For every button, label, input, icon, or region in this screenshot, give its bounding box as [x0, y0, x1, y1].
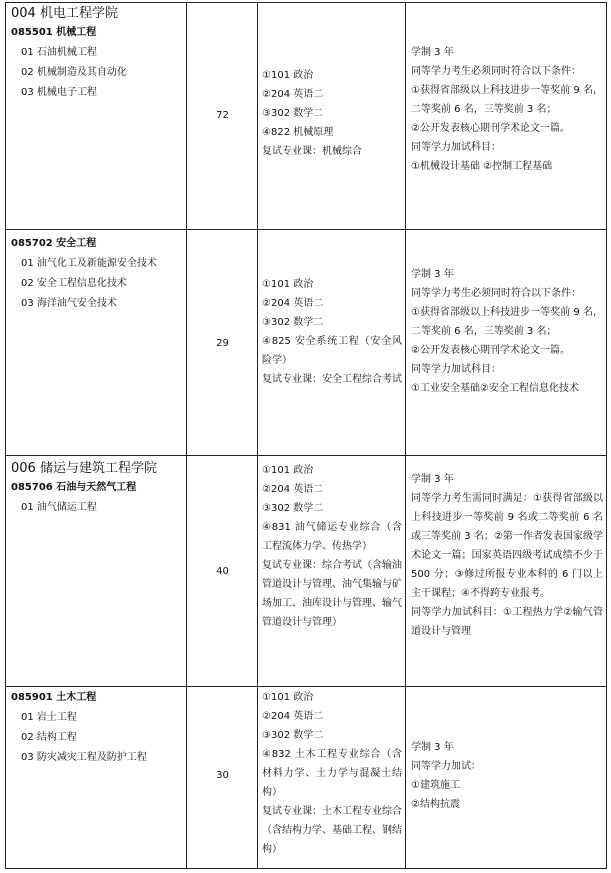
- college-name: 006 储运与建筑工程学院: [11, 461, 157, 476]
- remark-item: ①工业安全基础②安全工程信息化技术: [411, 383, 579, 394]
- direction-item: 02 机械制造及其自动化: [21, 67, 127, 78]
- row-divider: [5, 686, 607, 687]
- remarks: [411, 738, 603, 814]
- remark-item: 同等学力考生必须同时符合以下条件：: [411, 288, 581, 299]
- remark-item: 学制 3 年: [411, 269, 454, 280]
- remark-item: 同等学力加试科目：①工程热力学②输气管道设计与管理: [411, 607, 603, 637]
- major-name: 085706 石油与天然气工程: [11, 482, 137, 493]
- exam-item: ①101 政治: [262, 279, 314, 290]
- direction-item: 01 石油机械工程: [21, 47, 97, 58]
- row-divider: [5, 455, 607, 456]
- direction-item: 03 海洋油气安全技术: [21, 298, 117, 309]
- exam-item: ③302 数学二: [262, 503, 324, 514]
- column-divider: [186, 2, 187, 869]
- remark-item: 同等学力加试：: [411, 761, 481, 772]
- enrollment-quota: 29: [216, 338, 229, 349]
- exam-item: ①101 政治: [262, 70, 314, 81]
- exam-item: ②204 英语二: [262, 484, 324, 495]
- major-name: 085901 土木工程: [11, 692, 97, 703]
- remarks: [411, 470, 603, 641]
- table-row: [11, 459, 186, 518]
- enrollment-quota: 40: [216, 566, 229, 577]
- remark-item: ②结构抗震: [411, 799, 460, 810]
- exam-item: 复试专业课：机械综合: [262, 146, 362, 157]
- column-divider: [405, 2, 406, 869]
- major-name: 085702 安全工程: [11, 238, 97, 249]
- table-row: [11, 4, 186, 103]
- remark-item: ①获得省部级以上科技进步一等奖前 9 名，二等奖前 6 名，三等奖前 3 名；: [411, 307, 603, 337]
- remark-item: 同等学力考生需同时满足：①获得省部级以上科技进步一等奖前 9 名或二等奖前 6 名或三等奖前 3 名；②第一作者发表国家级学术论文一篇；国家英语四级考试成绩不少于 500 分；③修过所报专业本科的 6 门以上主干课程；④不得跨专业报考。: [411, 493, 603, 599]
- exam-subjects: [262, 688, 402, 859]
- major-name: 085501 机械工程: [11, 27, 97, 38]
- exam-item: 复试专业课：综合考试（含输油管道设计与管理、油气集输与矿场加工、油库设计与管理、输气管道设计与管理）: [262, 560, 402, 628]
- enrollment-quota: 72: [216, 110, 229, 121]
- direction-item: 02 结构工程: [21, 732, 77, 743]
- direction-item: 03 防灾减灾工程及防护工程: [21, 752, 147, 763]
- remarks: [411, 265, 603, 398]
- direction-item: 01 油气化工及新能源安全技术: [21, 258, 157, 269]
- exam-item: ④825 安全系统工程（安全风险学）: [262, 336, 402, 366]
- table-row: [11, 688, 186, 768]
- remark-item: 同等学力加试科目：: [411, 364, 501, 375]
- column-divider: [257, 2, 258, 869]
- table-border-left: [5, 2, 6, 869]
- remark-item: ①建筑施工: [411, 780, 460, 791]
- direction-item: 01 岩土工程: [21, 712, 77, 723]
- remark-item: ①机械设计基础 ②控制工程基础: [411, 161, 553, 172]
- exam-item: 复试专业课：土木工程专业综合（含结构力学、基础工程、钢结构）: [262, 806, 402, 855]
- remark-item: ②公开发表核心期刊学术论文一篇。: [411, 345, 570, 356]
- exam-item: ①101 政治: [262, 465, 314, 476]
- exam-subjects: [262, 275, 402, 389]
- exam-item: ②204 英语二: [262, 711, 324, 722]
- remark-item: 学制 3 年: [411, 47, 454, 58]
- exam-subjects: [262, 461, 402, 632]
- exam-subjects: [262, 66, 402, 161]
- remark-item: 学制 3 年: [411, 742, 454, 753]
- exam-item: ④822 机械原理: [262, 127, 334, 138]
- exam-item: ③302 数学二: [262, 730, 324, 741]
- remark-item: ②公开发表核心期刊学术论文一篇。: [411, 123, 570, 134]
- row-divider: [5, 229, 607, 230]
- table-border-bottom: [5, 868, 607, 869]
- table-row: [11, 234, 186, 314]
- remark-item: ①获得省部级以上科技进步一等奖前 9 名，二等奖前 6 名，三等奖前 3 名；: [411, 85, 603, 115]
- table-border-top: [5, 2, 607, 3]
- direction-item: 02 安全工程信息化技术: [21, 278, 127, 289]
- remark-item: 同等学力考生必须同时符合以下条件：: [411, 66, 581, 77]
- exam-item: ②204 英语二: [262, 89, 324, 100]
- college-name: 004 机电工程学院: [11, 6, 118, 21]
- exam-item: 复试专业课：安全工程综合考试: [262, 374, 402, 385]
- direction-item: 03 机械电子工程: [21, 87, 97, 98]
- direction-item: 01 油气储运工程: [21, 502, 97, 513]
- exam-item: ④831 油气储运专业综合（含工程流体力学、传热学）: [262, 522, 402, 552]
- remarks: [411, 43, 603, 176]
- remark-item: 同等学力加试科目：: [411, 142, 501, 153]
- exam-item: ①101 政治: [262, 692, 314, 703]
- exam-item: ③302 数学二: [262, 108, 324, 119]
- exam-item: ④832 土木工程专业综合（含材料力学、土力学与混凝土结构）: [262, 749, 402, 798]
- remark-item: 学制 3 年: [411, 474, 454, 485]
- enrollment-quota: 30: [216, 770, 229, 781]
- table-border-right: [606, 2, 607, 869]
- exam-item: ②204 英语二: [262, 298, 324, 309]
- exam-item: ③302 数学二: [262, 317, 324, 328]
